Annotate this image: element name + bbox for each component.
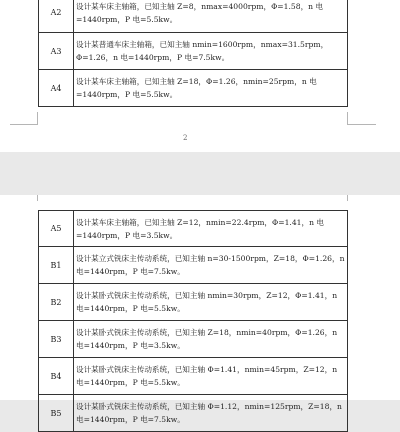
row-description: 设计某车床主轴箱，已知主轴 Z=18，Φ=1.26，nmin=25rpm，n 电=1440rpm，P 电=5.5kw。	[74, 70, 348, 107]
table-row	[39, 321, 348, 358]
assignment-table-bottom	[38, 210, 348, 432]
table-row	[39, 33, 348, 70]
row-description: 设计某卧式铣床主传动系统，已知主轴 Φ=1.12，nmin=125rpm，Z=18，n 电=1440rpm，P 电=7.5kw。	[74, 395, 348, 432]
row-description: 设计某卧式铣床主传动系统，已知主轴 nmin=30rpm，Z=12，Φ=1.41，n 电=1440rpm，P 电=5.5kw。	[74, 284, 348, 321]
row-description: 设计某卧式铣床主传动系统，已知主轴 Z=18，nmin=40rpm，Φ=1.26，n 电=1440rpm，P 电=3.5kw。	[74, 321, 348, 358]
row-description: 设计某卧式铣床主传动系统，已知主轴 Φ=1.41，nmin=45rpm，Z=12，n 电=1440rpm，P 电=5.5kw。	[74, 358, 348, 395]
row-id: B1	[39, 247, 74, 284]
table-row	[39, 211, 348, 247]
margin-corner-mark	[10, 195, 38, 201]
row-id: B2	[39, 284, 74, 321]
row-description: 设计某立式铣床主传动系统，已知主轴 n=30-1500rpm，Z=18，Φ=1.26，n 电=1440rpm，P 电=7.5kw。	[74, 247, 348, 284]
row-description: 设计某普通车床主轴箱，已知主轴 nmin=1600rpm，nmax=31.5rpm，Φ=1.26，n 电=1440rpm，P 电=7.5kw。	[74, 33, 348, 70]
table-row	[39, 247, 348, 284]
row-id: B4	[39, 358, 74, 395]
row-description: 设计某车床主轴箱，已知主轴 Z=8，nmax=4000rpm，Φ=1.58，n 电=1440rpm，P 电=5.5kw。	[74, 0, 348, 33]
page-gap	[0, 152, 400, 195]
row-description: 设计某车床主轴箱，已知主轴 Z=12，nmin=22.4rpm，Φ=1.41，n 电=1440rpm，P 电=3.5kw。	[74, 211, 348, 247]
row-id: B3	[39, 321, 74, 358]
row-id: A3	[39, 33, 74, 70]
row-id: A2	[39, 0, 74, 33]
margin-corner-mark	[347, 195, 376, 201]
page-number: 2	[183, 134, 188, 142]
row-id: A5	[39, 211, 74, 247]
table-row	[39, 395, 348, 432]
document-page-top	[0, 0, 400, 152]
table-row	[39, 70, 348, 107]
table-row	[39, 0, 348, 33]
row-id: A4	[39, 70, 74, 107]
margin-corner-mark	[10, 112, 38, 125]
margin-corner-mark	[347, 112, 376, 125]
row-id: B5	[39, 395, 74, 432]
table-row	[39, 284, 348, 321]
table-row	[39, 358, 348, 395]
assignment-table-top	[38, 0, 348, 107]
